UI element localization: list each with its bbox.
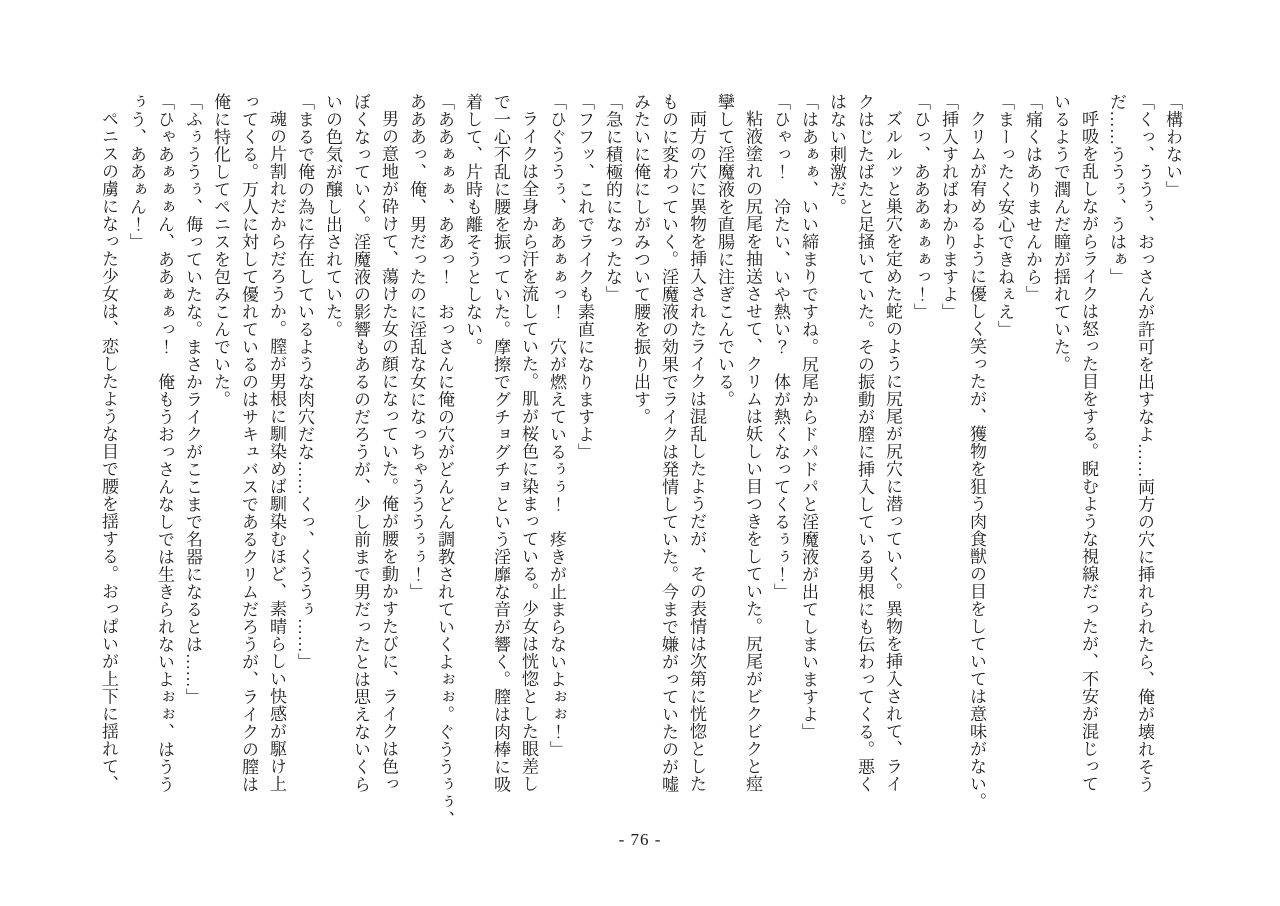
text-line: だ……ううぅ、うはぁ」: [1107, 93, 1126, 286]
text-line: 「ひっ、あああぁぁぁっ！」: [911, 93, 930, 321]
text-line: 「挿入すればわかりますよ」: [939, 93, 958, 321]
text-line: 男の意地が砕けて、蕩けた女の顔になっていた。俺が腰を動かすたびに、ライクは色っ: [379, 110, 398, 793]
text-line: 着して、片時も離そうとしない。: [463, 93, 482, 356]
text-line: 「まーったく安心できねぇえ」: [995, 93, 1014, 338]
text-line: クはじたばたと足掻いていた。その振動が膣に挿入している男根にも伝わってくる。悪く: [855, 93, 874, 793]
text-line: ペニスの虜になった少女は、恋したような目で腰を揺する。おっぱいが上下に揺れて、: [99, 110, 118, 793]
text-line: 両方の穴に異物を挿入されたライクは混乱したようだが、その表情は次第に恍惚とした: [687, 110, 706, 793]
text-line: 「痛くはありませんから」: [1023, 93, 1042, 303]
text-line: 「フフッ、これでライクも素直になりますよ」: [575, 93, 594, 461]
text-line: ズルルッと巣穴を定めた蛇のように尻尾が尻穴に潜っていく。異物を挿入されて、ライ: [883, 110, 902, 793]
text-line: みたいに俺にしがみついて腰を振り出す。: [631, 93, 650, 426]
text-line: 「構わない」: [1163, 93, 1182, 198]
text-line: はない刺激だ。: [827, 93, 846, 216]
text-line: ってくる。万人に対して優れているのはサキュバスであるクリムだろうが、ライクの膣は: [239, 93, 258, 793]
text-line: あああっ、俺、男だったのに淫乱な女になっちゃうううぅぅ！」: [407, 93, 426, 601]
text-line: 「ひゃっ！ 冷たい、いや熱い？ 体が熱くなってくるぅぅ！」: [771, 93, 790, 601]
vertical-text-block: [94, 93, 1186, 835]
text-line: 魂の片割れだからだろうか。膣が男根に馴染めば馴染むほど、素晴らしい快感が駆け上: [267, 110, 286, 793]
text-line: で一心不乱に腰を振っていた。摩擦でグチョグチョという淫靡な音が響く。膣は肉棒に吸: [491, 93, 510, 793]
text-line: 俺に特化してペニスを包みこんでいた。: [211, 93, 230, 408]
text-line: 「はあぁぁ、いい締まりですね。尻尾からドパドパと淫魔液が出てしまいますよ」: [799, 93, 818, 741]
page-number: - 76 -: [618, 830, 662, 849]
text-line: 「くっ、ううぅ、おっさんが許可を出すなよ……両方の穴に挿れられたら、俺が壊れそう: [1135, 93, 1154, 793]
text-line: ものに変わっていく。淫魔液の効果でライクは発情していた。今まで嫌がっていたのが嘘: [659, 93, 678, 793]
text-line: 「まるで俺の為に存在しているような肉穴だな……くっ、くううぅ……」: [295, 93, 314, 671]
text-line: 「ふぅううぅ、侮っていたな。まさかライクがここまで名器になるとは……」: [183, 93, 202, 706]
text-line: ライクは全身から汗を流していた。肌が桜色に染まっている。少女は恍惚とした眼差し: [519, 110, 538, 793]
text-line: ぅう、ああぁん！」: [127, 93, 146, 251]
text-line: 攣して淫魔液を直腸に注ぎこんでいる。: [715, 93, 734, 408]
text-line: 「ひゃあぁぁぁん、ああぁぁっ！ 俺もうおっさんなしでは生きられないよぉぉ、はうう: [155, 93, 174, 793]
text-line: いるようで潤んだ瞳が揺れていた。: [1051, 93, 1070, 373]
text-line: 粘液塗れの尻尾を抽送させて、クリムは妖しい目つきをしていた。尻尾がビクビクと痙: [743, 110, 762, 793]
text-line: 「ひぐううぅ、ああぁぁっ！ 穴が燃えているぅぅ！ 疼きが止まらないよぉぉ！」: [547, 93, 566, 758]
text-line: クリムが宥めるように優しく笑ったが、獲物を狙う肉食獣の目をしていては意味がない。: [967, 110, 986, 810]
text-line: いの色気が醸し出されていた。: [323, 93, 342, 338]
text-line: 呼吸を乱しながらライクは怒った目をする。睨むような視線だったが、不安が混じって: [1079, 110, 1098, 793]
text-line: 「急に積極的になったな」: [603, 93, 622, 303]
text-line: 「ああぁぁぁ、ああっ！ おっさんに俺の穴がどんどん調教されていくよぉぉ。ぐううぅぅ、: [435, 93, 454, 828]
text-line: ぼくなっていく。淫魔液の影響もあるのだろうが、少し前まで男だったとは思えないくら: [351, 93, 370, 793]
